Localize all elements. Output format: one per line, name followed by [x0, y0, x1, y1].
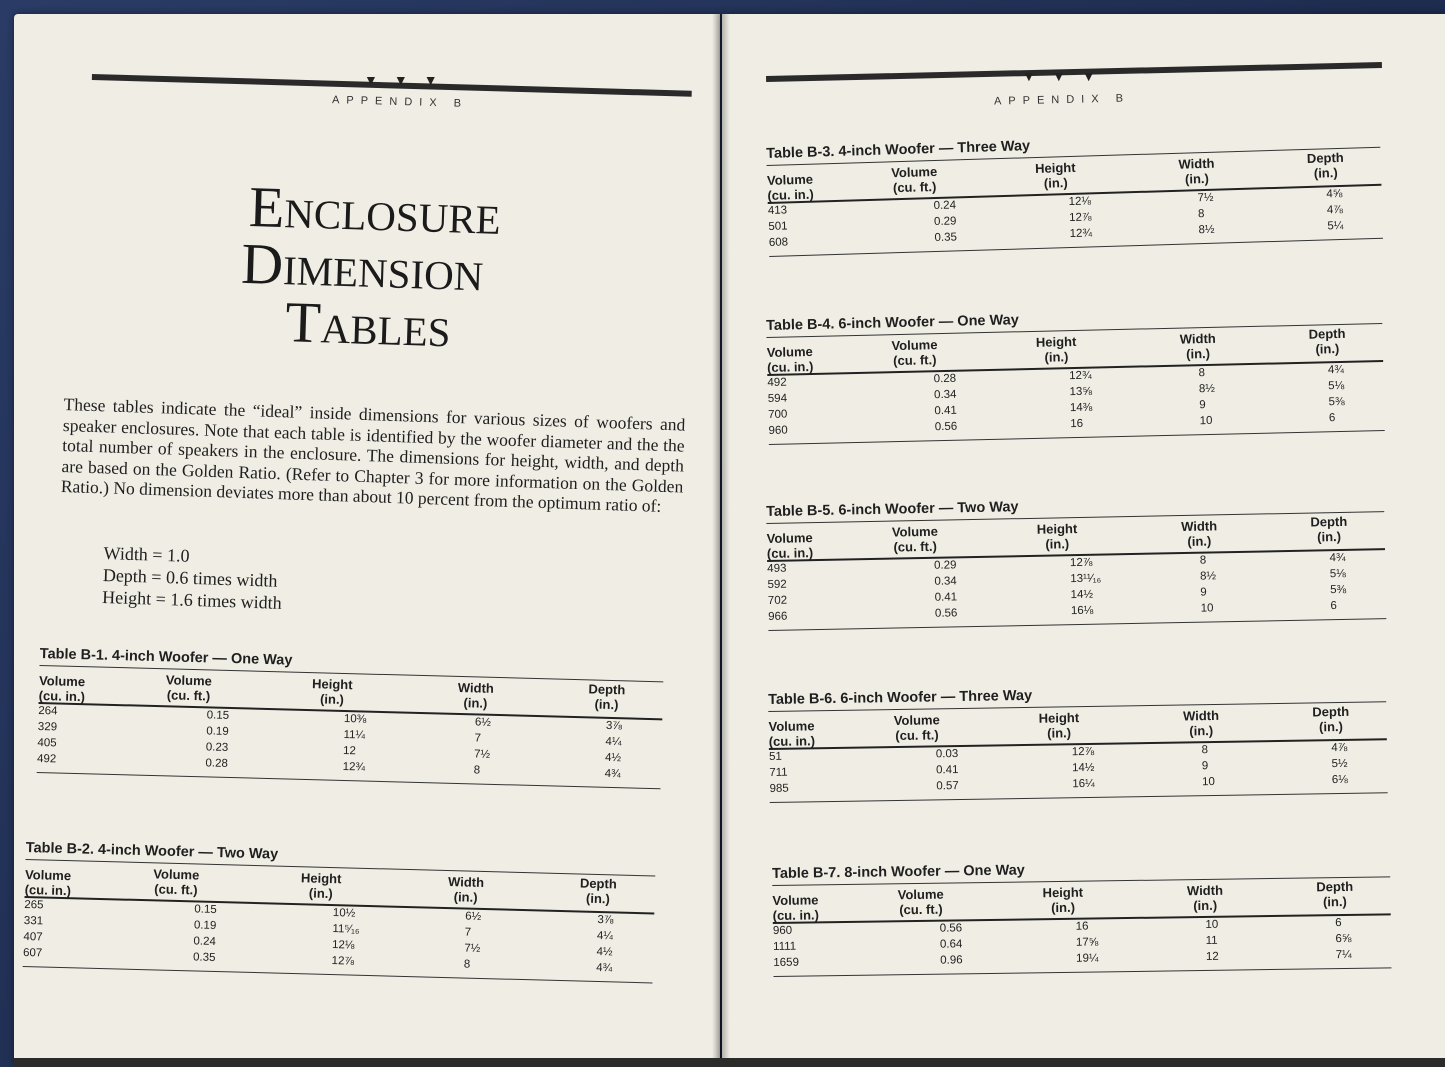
- table-cell: 10: [1199, 414, 1213, 428]
- column-header-width: [1159, 518, 1240, 550]
- table-cell: 6½: [464, 910, 482, 923]
- table-cell: 0.41: [934, 404, 957, 418]
- table-cell: 19¼: [1076, 952, 1099, 965]
- column-header-width: [1161, 708, 1241, 739]
- table-b5: [766, 492, 1386, 631]
- column-header-line-1: Height: [1036, 521, 1078, 537]
- table-cell: 501: [768, 220, 788, 233]
- column-header-width: [1158, 330, 1239, 362]
- column-header-line-2: (cu. ft.): [899, 901, 943, 918]
- column-header-line-2: (in.): [453, 889, 478, 905]
- table-cell: 0.56: [939, 922, 963, 935]
- table-cell: 12⅞: [1071, 745, 1095, 759]
- table-cell: 4¼: [605, 735, 622, 749]
- column-header-line-2: (cu. in.): [38, 687, 86, 705]
- column-header-height: [1015, 159, 1096, 191]
- table-cell: 7½: [1197, 191, 1214, 205]
- column-header-line-1: Height: [1042, 884, 1084, 901]
- table-cell: 12⅛: [331, 939, 355, 952]
- table-cell: 0.23: [205, 741, 229, 754]
- column-header-line-1: Height: [1034, 159, 1076, 177]
- table-cell: 0.57: [936, 780, 959, 793]
- column-header-line-1: Depth: [579, 875, 617, 892]
- column-header-height: [281, 870, 362, 902]
- table-cell: 493: [767, 562, 787, 575]
- table-cell: 12⅞: [331, 955, 355, 968]
- column-header-volume-cu-ft: [877, 712, 957, 743]
- column-header-volume-cu-in: [767, 172, 814, 203]
- column-header-line-1: Volume: [766, 530, 813, 546]
- column-header-depth: [1287, 325, 1368, 357]
- table-cell: 0.35: [192, 951, 216, 964]
- book-gutter: [712, 14, 730, 1067]
- table-cell: 9: [1200, 586, 1207, 599]
- column-header-volume-cu-in: [772, 892, 819, 923]
- column-header-line-2: (in.): [1317, 528, 1342, 545]
- table-cell: 0.56: [934, 607, 958, 620]
- ratio-depth: Depth = 0.6 times width: [102, 564, 278, 591]
- table-cell: 3⅞: [597, 913, 614, 927]
- table-cell: 7½: [473, 748, 491, 761]
- table-cell: 14½: [1071, 761, 1095, 775]
- column-header-line-2: (in.): [1322, 893, 1347, 910]
- table-cell: 10: [1205, 918, 1219, 931]
- column-header-line-2: (in.): [1047, 725, 1072, 741]
- column-header-volume-cu-ft: [874, 337, 955, 369]
- column-header-width: [435, 679, 516, 711]
- table-cell: 12¾: [1069, 227, 1093, 241]
- column-header-volume-cu-ft: [881, 886, 961, 917]
- column-header-height: [1016, 334, 1097, 366]
- table-cell: 0.19: [206, 725, 229, 738]
- column-header-line-1: Volume: [897, 886, 944, 903]
- column-header-line-1: Volume: [772, 892, 819, 908]
- table-cell: 0.34: [934, 575, 957, 588]
- table-cell: 16¼: [1072, 777, 1095, 791]
- column-header-line-2: (in.): [1187, 533, 1212, 549]
- column-header-line-2: (in.): [1044, 349, 1069, 365]
- table-caption: Table B-7. 8-inch Woofer — One Way: [772, 862, 1025, 882]
- table-cell: 51: [768, 750, 782, 763]
- table-caption: Table B-4. 6-inch Woofer — One Way: [766, 312, 1020, 334]
- table-caption: Table B-2. 4-inch Woofer — Two Way: [25, 840, 279, 863]
- column-header-line-1: Width: [457, 679, 495, 696]
- table-cell: 702: [767, 594, 788, 607]
- table-cell: 12⅛: [1068, 195, 1092, 209]
- column-header-line-1: Volume: [891, 523, 939, 540]
- column-header-line-1: Volume: [24, 866, 72, 884]
- table-cell: 4½: [596, 945, 613, 959]
- column-header-line-1: Volume: [891, 337, 938, 354]
- column-header-line-2: (in.): [308, 885, 333, 902]
- column-header-line-2: (cu. ft.): [892, 352, 937, 369]
- table-cell: 12⅞: [1068, 211, 1092, 225]
- table-cell: 8: [1198, 367, 1206, 380]
- book-bottom-edge: [14, 1058, 1445, 1067]
- table-b1: [37, 646, 664, 789]
- column-header-height: [1019, 710, 1099, 741]
- column-header-volume-cu-in: [39, 673, 86, 704]
- table-cell: 4⅞: [1331, 741, 1348, 755]
- table-cell: 4¾: [595, 961, 613, 975]
- column-header-line-2: (in.): [1193, 897, 1218, 914]
- left-page: [14, 14, 720, 1064]
- table-cell: 5⅛: [1329, 567, 1346, 581]
- table-cell: 11⁵⁄₁₆: [332, 923, 360, 936]
- table-cell: 5¼: [1327, 219, 1344, 233]
- table-cell: 12: [1205, 950, 1219, 963]
- table-cell: 10: [1201, 775, 1215, 789]
- table-cell: 7½: [464, 942, 481, 955]
- table-cell: 265: [24, 898, 44, 912]
- column-header-line-1: Height: [1038, 710, 1080, 726]
- table-cell: 4¾: [1327, 363, 1345, 377]
- column-header-line-2: (in.): [463, 695, 488, 711]
- table-cell: 14½: [1070, 588, 1094, 602]
- column-header-line-1: Volume: [890, 163, 938, 181]
- column-header-line-2: (in.): [1045, 536, 1070, 552]
- column-header-line-1: Width: [447, 874, 485, 891]
- column-header-line-1: Volume: [153, 866, 200, 883]
- table-cell: 592: [767, 578, 787, 591]
- table-cell: 8: [1201, 744, 1209, 757]
- table-cell: 0.03: [935, 748, 959, 761]
- column-header-volume-cu-ft: [874, 163, 955, 195]
- table-cell: 7: [464, 926, 472, 939]
- column-header-line-2: (cu. ft.): [166, 687, 211, 704]
- column-header-line-2: (cu. ft.): [154, 881, 198, 898]
- column-header-line-2: (in.): [1315, 341, 1340, 357]
- column-header-height: [1023, 884, 1103, 915]
- right-page-header: [722, 14, 1445, 134]
- table-body: [769, 740, 1388, 798]
- table-cell: 7¼: [1335, 948, 1352, 962]
- table-cell: 13¹¹⁄₁₆: [1070, 572, 1102, 586]
- column-header-line-1: Depth: [1306, 149, 1344, 166]
- column-header-line-1: Height: [311, 676, 353, 693]
- table-cell: 0.28: [205, 757, 228, 770]
- table-cell: 4½: [604, 751, 622, 765]
- table-cell: 5⅜: [1328, 395, 1345, 409]
- table-cell: 0.28: [933, 372, 957, 386]
- intro-paragraph: These tables indicate the “ideal” inside dimensions for various sizes of woofers and speaker enclosures. Note that each table is identified by the woofer diameter and the the total number of speakers in the enclosure. The dimensions for height, width, and depth are based on the Golden Ratio. (Refer to Chapter 3 for more information on the Golden Ratio.) No dimension deviates more than about 10 percent from the optimum ratio of:: [60, 394, 686, 516]
- table-cell: 492: [767, 376, 787, 389]
- table-cell: 3⅞: [605, 719, 623, 733]
- table-cell: 331: [23, 914, 44, 928]
- table-cell: 407: [23, 930, 43, 944]
- table-cell: 607: [22, 946, 43, 960]
- column-header-width: [1156, 155, 1237, 187]
- column-header-width: [1165, 882, 1245, 913]
- table-body: [773, 915, 1392, 972]
- column-header-height: [1017, 521, 1098, 553]
- table-cell: 594: [767, 392, 788, 405]
- column-header-line-1: Width: [1186, 882, 1224, 899]
- column-header-line-1: Volume: [893, 712, 940, 729]
- column-header-line-2: (cu. in.): [772, 907, 820, 923]
- table-cell: 1659: [773, 956, 800, 969]
- table-caption: Table B-6. 6-inch Woofer — Three Way: [768, 687, 1033, 708]
- table-cell: 5½: [1331, 757, 1348, 771]
- column-header-line-2: (in.): [585, 890, 611, 907]
- column-header-line-1: Depth: [1312, 703, 1350, 720]
- table-b3: [766, 128, 1383, 257]
- column-header-line-2: (cu. in.): [767, 186, 814, 203]
- table-cell: 492: [36, 752, 57, 766]
- table-b4: [766, 304, 1385, 445]
- table-cell: 711: [769, 766, 788, 779]
- column-header-line-1: Volume: [768, 718, 815, 734]
- column-header-line-2: (in.): [1051, 899, 1076, 916]
- column-header-line-2: (cu. ft.): [895, 727, 939, 744]
- table-cell: 11¼: [343, 728, 366, 742]
- table-cell: 17⅝: [1075, 936, 1099, 949]
- table-cell: 0.15: [194, 903, 217, 917]
- column-header-line-1: Width: [1180, 518, 1218, 535]
- column-header-line-2: (in.): [1043, 175, 1068, 191]
- table-body: [767, 362, 1384, 440]
- table-cell: 10½: [332, 907, 356, 920]
- column-header-volume-cu-ft: [136, 866, 217, 898]
- table-cell: 6⅝: [1335, 932, 1352, 946]
- table-cell: 700: [768, 408, 788, 421]
- table-cell: 5⅜: [1330, 583, 1347, 597]
- table-cell: 10: [1200, 602, 1214, 615]
- left-page-header: [14, 14, 720, 154]
- column-header-line-1: Height: [300, 870, 342, 887]
- table-b2: [23, 840, 656, 983]
- column-header-line-1: Depth: [1310, 513, 1348, 530]
- triangle-markers-icon: ▼▼▼: [364, 72, 454, 88]
- table-cell: 0.19: [193, 919, 217, 933]
- table-cell: 9: [1199, 399, 1206, 412]
- table-b6: [768, 682, 1388, 803]
- table-cell: 405: [37, 736, 57, 750]
- column-header-depth: [566, 681, 647, 713]
- column-header-line-2: (cu. ft.): [893, 538, 937, 555]
- table-cell: 0.29: [933, 559, 957, 572]
- column-header-volume-cu-in: [767, 530, 814, 561]
- table-cell: 0.41: [936, 764, 959, 777]
- table-cell: 264: [38, 704, 58, 718]
- table-cell: 8: [463, 958, 471, 971]
- table-cell: 329: [37, 720, 58, 734]
- ratio-height: Height = 1.6 times width: [101, 586, 283, 613]
- ratio-width: Width = 1.0: [103, 542, 190, 566]
- header-label: APPENDIX B: [331, 94, 469, 110]
- table-cell: 4¼: [596, 929, 614, 943]
- table-cell: 6½: [474, 716, 492, 729]
- column-header-line-2: (in.): [1318, 718, 1344, 735]
- title-line-3: Tables: [284, 289, 452, 360]
- column-header-line-2: (cu. ft.): [892, 178, 937, 196]
- table-cell: 10⅜: [343, 712, 367, 726]
- column-header-line-2: (in.): [1313, 165, 1338, 181]
- column-header-line-1: Volume: [38, 672, 86, 690]
- column-header-line-1: Width: [1182, 707, 1220, 724]
- table-body: [767, 550, 1386, 626]
- column-header-line-1: Volume: [165, 672, 213, 689]
- column-header-volume-cu-in: [767, 344, 814, 375]
- title-line-1: Enclosure: [248, 174, 502, 247]
- title-line-2: Dimension: [240, 230, 485, 304]
- table-cell: 11: [1205, 934, 1218, 947]
- column-header-line-1: Volume: [766, 171, 814, 188]
- column-header-line-2: (in.): [594, 696, 619, 713]
- column-header-line-1: Depth: [1308, 325, 1346, 342]
- table-cell: 0.96: [940, 954, 963, 967]
- table-cell: 1111: [773, 940, 797, 953]
- table-cell: 8½: [1199, 570, 1217, 583]
- table-cell: 8: [1199, 554, 1207, 567]
- table-cell: 12: [342, 744, 357, 758]
- page-title: [240, 174, 610, 360]
- column-header-volume-cu-ft: [148, 672, 229, 704]
- table-cell: 985: [769, 782, 789, 795]
- table-cell: 6: [1335, 917, 1342, 930]
- column-header-height: [292, 676, 373, 708]
- table-cell: 9: [1201, 760, 1209, 773]
- table-cell: 12¾: [342, 760, 366, 774]
- table-cell: 5⅛: [1328, 379, 1345, 393]
- column-header-line-1: Volume: [766, 343, 813, 360]
- column-header-depth: [558, 875, 639, 907]
- table-caption: Table B-3. 4-inch Woofer — Three Way: [766, 138, 1031, 162]
- column-header-line-2: (in.): [1189, 723, 1214, 739]
- right-page: [722, 14, 1445, 1064]
- table-cell: 8½: [1198, 223, 1215, 237]
- table-cell: 960: [772, 924, 793, 937]
- table-cell: 0.64: [939, 938, 963, 951]
- table-cell: 413: [767, 204, 788, 217]
- table-cell: 0.24: [193, 935, 217, 949]
- table-cell: 960: [768, 424, 788, 437]
- column-header-depth: [1289, 513, 1370, 545]
- column-header-depth: [1295, 879, 1375, 910]
- column-header-line-1: Height: [1035, 333, 1077, 350]
- table-b7: [772, 857, 1391, 977]
- column-header-line-1: Depth: [1316, 878, 1354, 895]
- header-label: APPENDIX B: [993, 92, 1131, 108]
- table-cell: 966: [768, 610, 788, 623]
- table-cell: 0.15: [206, 709, 230, 722]
- table-cell: 0.56: [934, 420, 958, 434]
- column-header-line-2: (in.): [319, 691, 345, 707]
- table-cell: 6⅛: [1331, 773, 1348, 787]
- table-cell: 6: [1330, 600, 1337, 613]
- table-cell: 0.41: [934, 591, 958, 604]
- table-cell: 4⅝: [1326, 187, 1343, 201]
- column-header-width: [425, 873, 506, 905]
- column-header-depth: [1291, 704, 1371, 735]
- table-cell: 608: [768, 236, 789, 249]
- column-header-line-1: Width: [1178, 155, 1215, 172]
- table-cell: 0.24: [933, 199, 957, 213]
- table-cell: 16⅛: [1070, 604, 1094, 618]
- triangle-markers-icon: ▼▼▼: [1022, 68, 1112, 84]
- table-cell: 7: [474, 732, 482, 745]
- column-header-volume-cu-ft: [875, 523, 956, 555]
- table-cell: 12⅞: [1069, 556, 1093, 570]
- table-cell: 13⅝: [1069, 385, 1093, 399]
- table-cell: 6: [1328, 412, 1336, 425]
- column-header-depth: [1285, 149, 1366, 181]
- table-cell: 4¾: [604, 767, 621, 781]
- column-header-volume-cu-in: [768, 718, 815, 749]
- column-header-line-2: (cu. in.): [768, 733, 816, 749]
- table-caption: Table B-1. 4-inch Woofer — One Way: [39, 646, 293, 669]
- table-cell: 4⅞: [1326, 203, 1344, 217]
- table-cell: 16: [1075, 920, 1089, 933]
- column-header-line-1: Width: [1179, 330, 1216, 347]
- table-cell: 14⅜: [1069, 401, 1093, 415]
- table-cell: 4¾: [1329, 551, 1346, 565]
- table-cell: 0.35: [934, 231, 958, 245]
- ratio-list: [102, 542, 284, 614]
- table-cell: 0.34: [933, 388, 957, 402]
- column-header-line-2: (in.): [1184, 170, 1210, 187]
- table-cell: 8: [1197, 208, 1205, 221]
- table-cell: 8½: [1198, 382, 1216, 396]
- column-header-volume-cu-in: [25, 867, 72, 898]
- column-header-line-2: (cu. in.): [766, 358, 814, 375]
- table-cell: 0.29: [933, 215, 957, 229]
- table-cell: 12¾: [1069, 369, 1092, 383]
- table-cell: 16: [1070, 417, 1084, 431]
- column-header-line-2: (cu. in.): [24, 881, 72, 899]
- column-header-line-2: (in.): [1186, 345, 1211, 362]
- column-header-line-1: Depth: [588, 681, 626, 698]
- table-caption: Table B-5. 6-inch Woofer — Two Way: [766, 499, 1019, 520]
- column-header-line-2: (cu. in.): [766, 545, 814, 561]
- table-cell: 8: [473, 764, 481, 777]
